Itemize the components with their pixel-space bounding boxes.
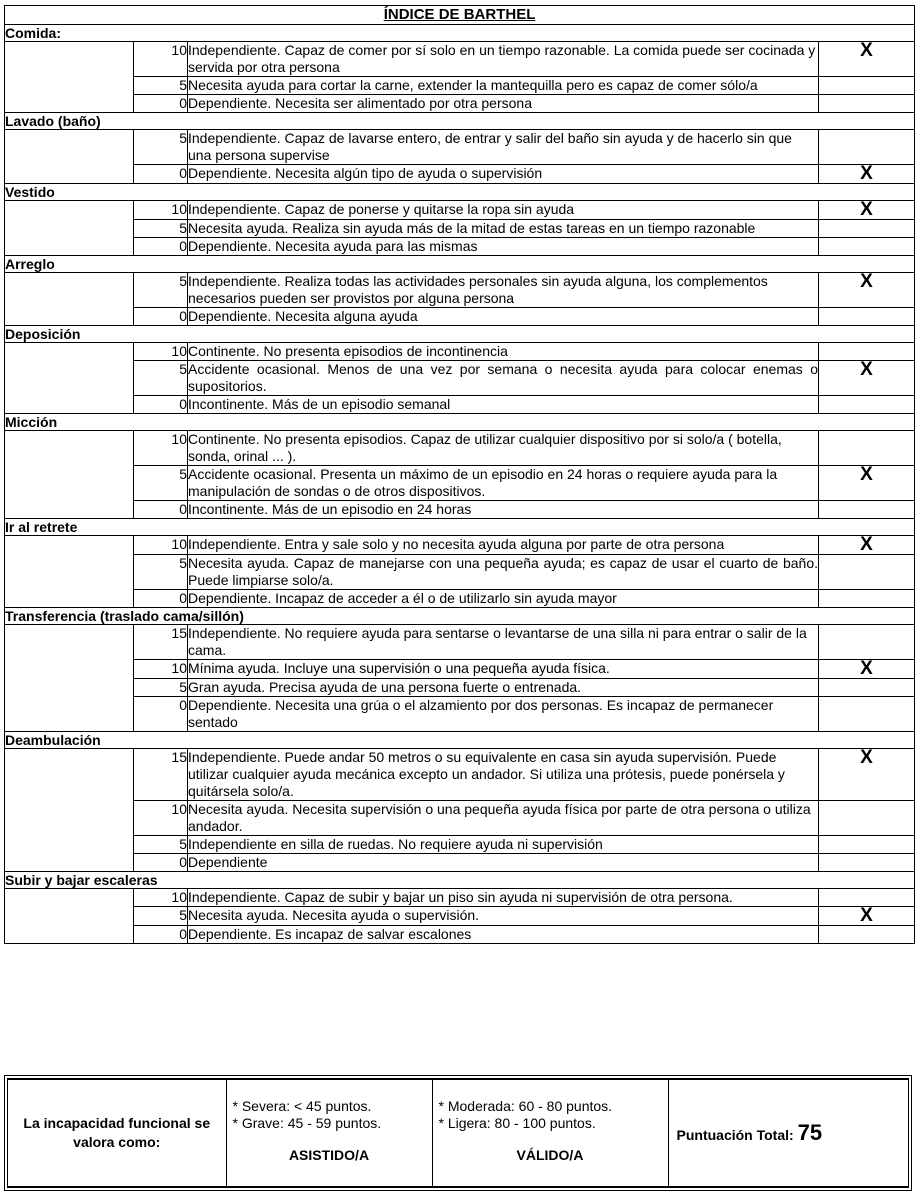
selection-mark (819, 590, 915, 608)
selection-mark (819, 801, 915, 836)
item-description: Independiente. Entra y sale solo y no necesita ayuda alguna por parte de otra persona (188, 536, 819, 555)
section-heading: Vestido (5, 184, 915, 201)
item-row (5, 396, 915, 414)
item-row (5, 660, 915, 679)
page-title: ÍNDICE DE BARTHEL (383, 6, 536, 23)
item-row (5, 308, 915, 326)
item-description: Necesita ayuda. Necesita supervisión o una pequeña ayuda física por parte de otra persona o utiliza andador. (188, 801, 819, 836)
selection-mark (819, 396, 915, 414)
item-points: 0 (134, 926, 188, 944)
item-points: 0 (134, 238, 188, 256)
item-row (5, 466, 915, 501)
section-heading: Transferencia (traslado cama/sillón) (5, 608, 915, 625)
item-points: 10 (134, 431, 188, 466)
barthel-document (4, 5, 914, 944)
item-description: Dependiente. Incapaz de acceder a él o de utilizarlo sin ayuda mayor (188, 590, 819, 608)
item-points: 0 (134, 854, 188, 872)
selection-mark (819, 238, 915, 256)
item-points: 5 (134, 555, 188, 590)
item-points: 5 (134, 130, 188, 165)
item-points: 0 (134, 165, 188, 184)
item-points: 10 (134, 42, 188, 77)
item-row (5, 273, 915, 308)
selection-mark: X (819, 273, 915, 308)
item-description: Continente. No presenta episodios. Capaz de utilizar cualquier dispositivo por si solo/a ( botella, sonda, orinal ... ). (188, 431, 819, 466)
item-points: 5 (134, 679, 188, 697)
range-light: * Ligera: 80 - 100 puntos. (438, 1115, 596, 1131)
section-heading: Subir y bajar escaleras (5, 872, 915, 889)
section-blank-cell (5, 130, 134, 184)
selection-mark (819, 220, 915, 238)
item-points: 0 (134, 590, 188, 608)
selection-mark: X (819, 201, 915, 220)
section-heading: Micción (5, 414, 915, 431)
item-row (5, 220, 915, 238)
selection-mark (819, 854, 915, 872)
item-row (5, 697, 915, 732)
item-description: Gran ayuda. Precisa ayuda de una persona fuerte o entrenada. (188, 679, 819, 697)
item-row (5, 679, 915, 697)
item-row (5, 361, 915, 396)
item-points: 5 (134, 907, 188, 926)
item-row (5, 201, 915, 220)
item-row (5, 130, 915, 165)
item-row (5, 836, 915, 854)
item-points: 0 (134, 308, 188, 326)
range-valid (432, 1080, 668, 1187)
item-description: Dependiente. Necesita ser alimentado por otra persona (188, 95, 819, 113)
item-description: Necesita ayuda. Capaz de manejarse con una pequeña ayuda; es capaz de usar el cuarto de baño. Puede limpiarse solo/a. (188, 555, 818, 588)
item-points: 5 (134, 361, 188, 396)
item-points: 10 (134, 201, 188, 220)
item-description: Independiente. Capaz de comer por sí solo en un tiempo razonable. La comida puede ser cocinada y servida por otra persona (188, 42, 819, 77)
item-row (5, 907, 915, 926)
item-row (5, 343, 915, 361)
item-points: 5 (134, 77, 188, 95)
item-points: 0 (134, 95, 188, 113)
section-blank-cell (5, 749, 134, 872)
item-description: Independiente. Realiza todas las actividades personales sin ayuda alguna, los complementos necesarios pueden ser provistos por alguna persona (188, 273, 819, 308)
selection-mark: X (819, 536, 915, 555)
item-description: Dependiente. Necesita alguna ayuda (188, 308, 819, 326)
item-row (5, 501, 915, 519)
item-row (5, 238, 915, 256)
item-points: 5 (134, 466, 188, 501)
item-description: Accidente ocasional. Presenta un máximo de un episodio en 24 horas o requiere ayuda para la manipulación de sondas o de otros dispositivos. (188, 466, 819, 501)
item-points: 5 (134, 273, 188, 308)
selection-mark (819, 697, 915, 732)
summary-label: La incapacidad funcional se valora como: (8, 1080, 226, 1187)
item-description: Independiente. No requiere ayuda para sentarse o levantarse de una silla ni para entrar o salir de la cama. (188, 625, 819, 660)
item-description: Mínima ayuda. Incluye una supervisión o una pequeña ayuda física. (188, 660, 819, 679)
item-description: Dependiente. Es incapaz de salvar escalones (188, 926, 819, 944)
item-row (5, 590, 915, 608)
item-description: Independiente. Capaz de lavarse entero, de entrar y salir del baño sin ayuda y de hacerlo sin que una persona supervise (188, 130, 819, 165)
total-value: 75 (797, 1120, 823, 1145)
item-points: 0 (134, 501, 188, 519)
item-description: Dependiente. Necesita una grúa o el alzamiento por dos personas. Es incapaz de permanecer sentado (188, 697, 819, 732)
category-assisted: ASISTIDO/A (288, 1147, 370, 1163)
item-row (5, 77, 915, 95)
title-cell (5, 6, 915, 25)
section-blank-cell (5, 201, 134, 256)
item-description: Dependiente. Necesita algún tipo de ayuda o supervisión (188, 165, 819, 184)
section-heading: Lavado (baño) (5, 113, 915, 130)
item-points: 10 (134, 343, 188, 361)
section-heading: Ir al retrete (5, 519, 915, 536)
item-description: Dependiente. Necesita ayuda para las mismas (188, 238, 819, 256)
range-moderate: * Moderada: 60 - 80 puntos. (438, 1098, 613, 1114)
section-blank-cell (5, 625, 134, 732)
item-points: 15 (134, 625, 188, 660)
selection-mark (819, 625, 915, 660)
item-points: 0 (134, 396, 188, 414)
item-row (5, 95, 915, 113)
selection-mark: X (819, 660, 915, 679)
item-description: Incontinente. Más de un episodio semanal (188, 396, 819, 414)
selection-mark: X (819, 42, 915, 77)
item-points: 15 (134, 749, 188, 801)
selection-mark: X (819, 466, 915, 501)
total-score (668, 1080, 908, 1187)
section-blank-cell (5, 273, 134, 326)
section-heading: Deambulación (5, 732, 915, 749)
item-description: Independiente. Capaz de ponerse y quitarse la ropa sin ayuda (188, 201, 819, 220)
item-row (5, 42, 915, 77)
item-row (5, 854, 915, 872)
selection-mark (819, 343, 915, 361)
item-points: 10 (134, 660, 188, 679)
item-description: Incontinente. Más de un episodio en 24 horas (188, 501, 819, 519)
item-description: Dependiente (188, 854, 819, 872)
section-blank-cell (5, 889, 134, 944)
item-row (5, 625, 915, 660)
item-points: 0 (134, 697, 188, 732)
total-label: Puntuación Total: (676, 1127, 794, 1143)
item-points: 5 (134, 220, 188, 238)
selection-mark: X (819, 361, 915, 396)
item-points: 10 (134, 801, 188, 836)
selection-mark (819, 555, 915, 590)
selection-mark (819, 836, 915, 854)
item-description: Necesita ayuda. Realiza sin ayuda más de la mitad de estas tareas en un tiempo razonable (188, 220, 819, 238)
section-blank-cell (5, 42, 134, 113)
item-points: 10 (134, 536, 188, 555)
item-row (5, 555, 915, 590)
item-row (5, 165, 915, 184)
selection-mark (819, 95, 915, 113)
section-blank-cell (5, 343, 134, 414)
selection-mark (819, 308, 915, 326)
section-heading: Deposición (5, 326, 915, 343)
selection-mark (819, 77, 915, 95)
selection-mark (819, 501, 915, 519)
selection-mark: X (819, 907, 915, 926)
selection-mark (819, 889, 915, 907)
item-row (5, 536, 915, 555)
item-points: 5 (134, 836, 188, 854)
item-row (5, 889, 915, 907)
summary-box (4, 1075, 912, 1191)
item-row (5, 926, 915, 944)
item-description: Necesita ayuda. Necesita ayuda o supervisión. (188, 907, 819, 926)
item-description: Independiente. Puede andar 50 metros o su equivalente en casa sin ayuda supervisión. Puede utilizar cualquier ayuda mecánica excepto un andador. Si utiliza una prótesis, puede ponérsela y quitársela solo/a. (188, 749, 819, 801)
category-valid: VÁLIDO/A (516, 1147, 584, 1163)
range-severe: * Severa: < 45 puntos. (232, 1098, 372, 1114)
item-description: Necesita ayuda para cortar la carne, extender la mantequilla pero es capaz de comer sólo/a (188, 77, 819, 95)
item-points: 10 (134, 889, 188, 907)
item-description: Independiente. Capaz de subir y bajar un piso sin ayuda ni supervisión de otra persona. (188, 889, 819, 907)
selection-mark (819, 679, 915, 697)
section-blank-cell (5, 431, 134, 519)
barthel-table (4, 5, 915, 944)
selection-mark (819, 130, 915, 165)
selection-mark: X (819, 165, 915, 184)
item-description: Independiente en silla de ruedas. No requiere ayuda ni supervisión (188, 836, 819, 854)
selection-mark: X (819, 749, 915, 801)
section-heading: Arreglo (5, 256, 915, 273)
item-description: Continente. No presenta episodios de incontinencia (188, 343, 819, 361)
item-row (5, 749, 915, 801)
range-grave: * Grave: 45 - 59 puntos. (232, 1115, 382, 1131)
selection-mark (819, 431, 915, 466)
item-row (5, 431, 915, 466)
summary-table (8, 1079, 908, 1187)
item-row (5, 801, 915, 836)
section-blank-cell (5, 536, 134, 608)
item-description: Accidente ocasional. Menos de una vez por semana o necesita ayuda para colocar enemas o supositorios. (188, 361, 818, 394)
range-assisted (226, 1080, 432, 1187)
selection-mark (819, 926, 915, 944)
section-heading: Comida: (5, 25, 915, 42)
